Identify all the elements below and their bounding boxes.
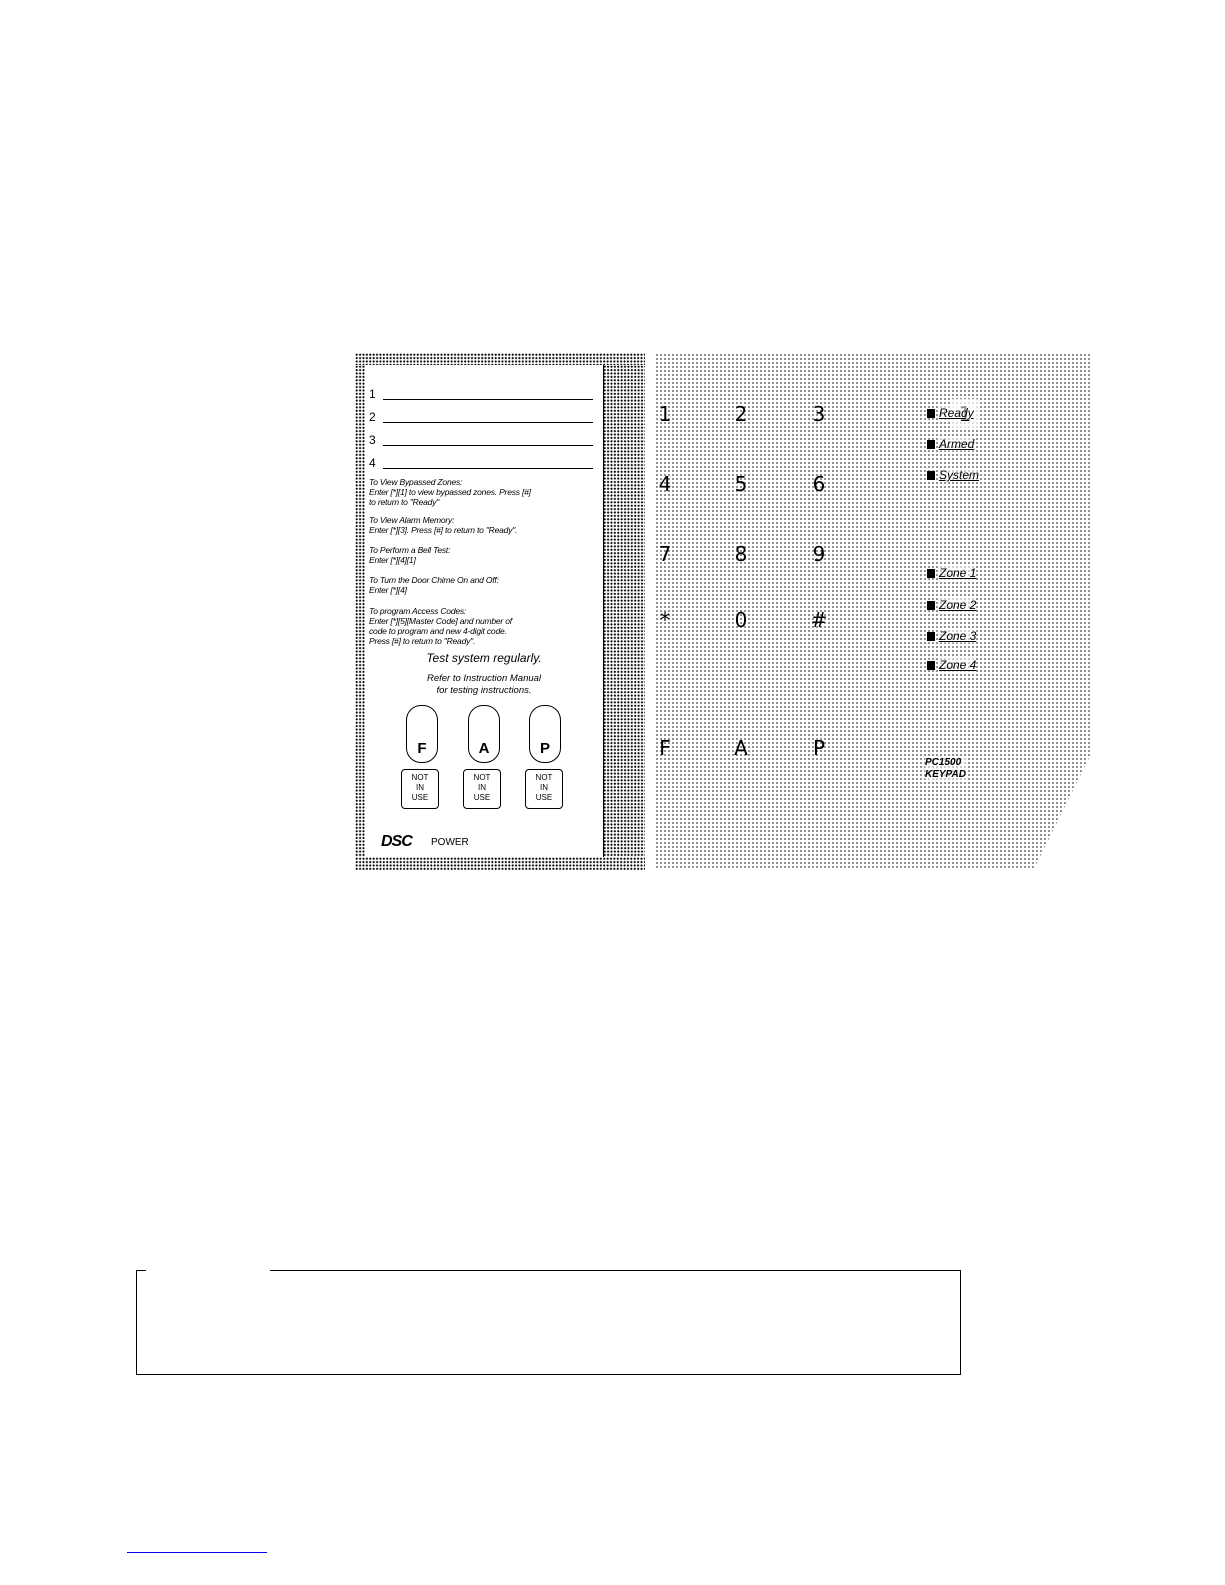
caption-box-tab — [146, 1266, 270, 1274]
key-fire[interactable]: F — [659, 736, 671, 760]
key-6[interactable]: 6 — [812, 472, 826, 496]
instruction-bell-test: To Perform a Bell Test: Enter [*][4][1] — [369, 545, 451, 565]
key-8[interactable]: 8 — [734, 542, 748, 566]
system-indicator: System — [927, 468, 979, 484]
keypad-panel — [655, 353, 1090, 870]
not-in-use-label-2: NOT IN USE — [463, 769, 501, 809]
key-2[interactable]: 2 — [734, 402, 748, 426]
refer-manual-text: Refer to Instruction Manual — [426, 673, 542, 684]
card-frame-top — [355, 353, 645, 365]
testing-instructions-text: for testing instructions. — [436, 685, 532, 696]
zone-2-indicator: Zone 2 — [927, 598, 976, 614]
ready-led — [927, 409, 935, 418]
model-mark: PC1500 KEYPAD — [925, 757, 966, 780]
caption-box — [136, 1270, 961, 1375]
armed-led — [927, 440, 935, 449]
keypad-figure — [355, 353, 1090, 870]
zone-4-led — [927, 661, 935, 670]
instruction-card: 1 2 3 4 To View Bypassed Zones: Enter [*][1] to view bypassed zones. Press [#] to return to "Ready" To View Alarm Memory: Enter [*][3]. Press [#] to return to "Ready". To Perform a Bell Test: Enter [*][4][1] To Turn the Door Chime On and Off: Enter [*][4] To program Access Codes: Enter [*][5][Master Code] and number of code to program and new 4-digit code. Press [#] to return to "Ready". Test system regularly. Refer to Instruction Manual for testing instructions. F A P NOT IN USE NOT IN USE NOT IN USE DSC POWER — [365, 365, 604, 857]
not-in-use-label-3: NOT IN USE — [525, 769, 563, 809]
key-star[interactable]: * — [660, 608, 670, 632]
ready-indicator: Ready — [927, 406, 974, 422]
footnote-rule — [127, 1552, 267, 1553]
not-in-use-label-1: NOT IN USE — [401, 769, 439, 809]
key-5[interactable]: 5 — [734, 472, 748, 496]
armed-indicator: Armed — [927, 437, 974, 453]
instruction-bypassed-zones: To View Bypassed Zones: Enter [*][1] to view bypassed zones. Press [#] to return to "Ready" — [369, 477, 531, 507]
key-hash[interactable]: # — [810, 608, 828, 632]
card-frame-right — [603, 365, 645, 857]
key-0[interactable]: 0 — [734, 608, 748, 632]
zone-1-led — [927, 569, 935, 578]
key-3[interactable]: 3 — [812, 402, 826, 426]
dsc-logo: DSC — [381, 833, 412, 850]
key-4[interactable]: 4 — [658, 472, 672, 496]
instruction-alarm-memory: To View Alarm Memory: Enter [*][3]. Press [#] to return to "Ready". — [369, 515, 518, 535]
key-panic[interactable]: P — [812, 736, 826, 760]
zone-3-indicator: Zone 3 — [927, 629, 976, 645]
key-auxiliary[interactable]: A — [734, 736, 748, 760]
card-frame-left — [355, 365, 365, 857]
test-regularly-text: Test system regularly. — [426, 651, 542, 665]
zone-2-led — [927, 601, 935, 610]
key-9[interactable]: 9 — [812, 542, 826, 566]
auxiliary-key-label: A — [468, 705, 500, 763]
zone-1-indicator: Zone 1 — [927, 566, 976, 582]
card-frame-bottom — [355, 857, 645, 870]
system-led — [927, 471, 935, 480]
zone-4-indicator: Zone 4 — [927, 658, 976, 674]
instruction-door-chime: To Turn the Door Chime On and Off: Enter [*][4] — [369, 575, 499, 595]
panic-key-label: P — [529, 705, 561, 763]
fire-key-label: F — [406, 705, 438, 763]
zone-3-led — [927, 632, 935, 641]
key-7[interactable]: 7 — [658, 542, 672, 566]
key-1[interactable]: 1 — [658, 402, 672, 426]
logo-subtext: POWER — [431, 837, 469, 848]
instruction-access-codes: To program Access Codes: Enter [*][5][Master Code] and number of code to program and new 4-digit code. Press [#] to return to "Ready". — [369, 606, 512, 646]
